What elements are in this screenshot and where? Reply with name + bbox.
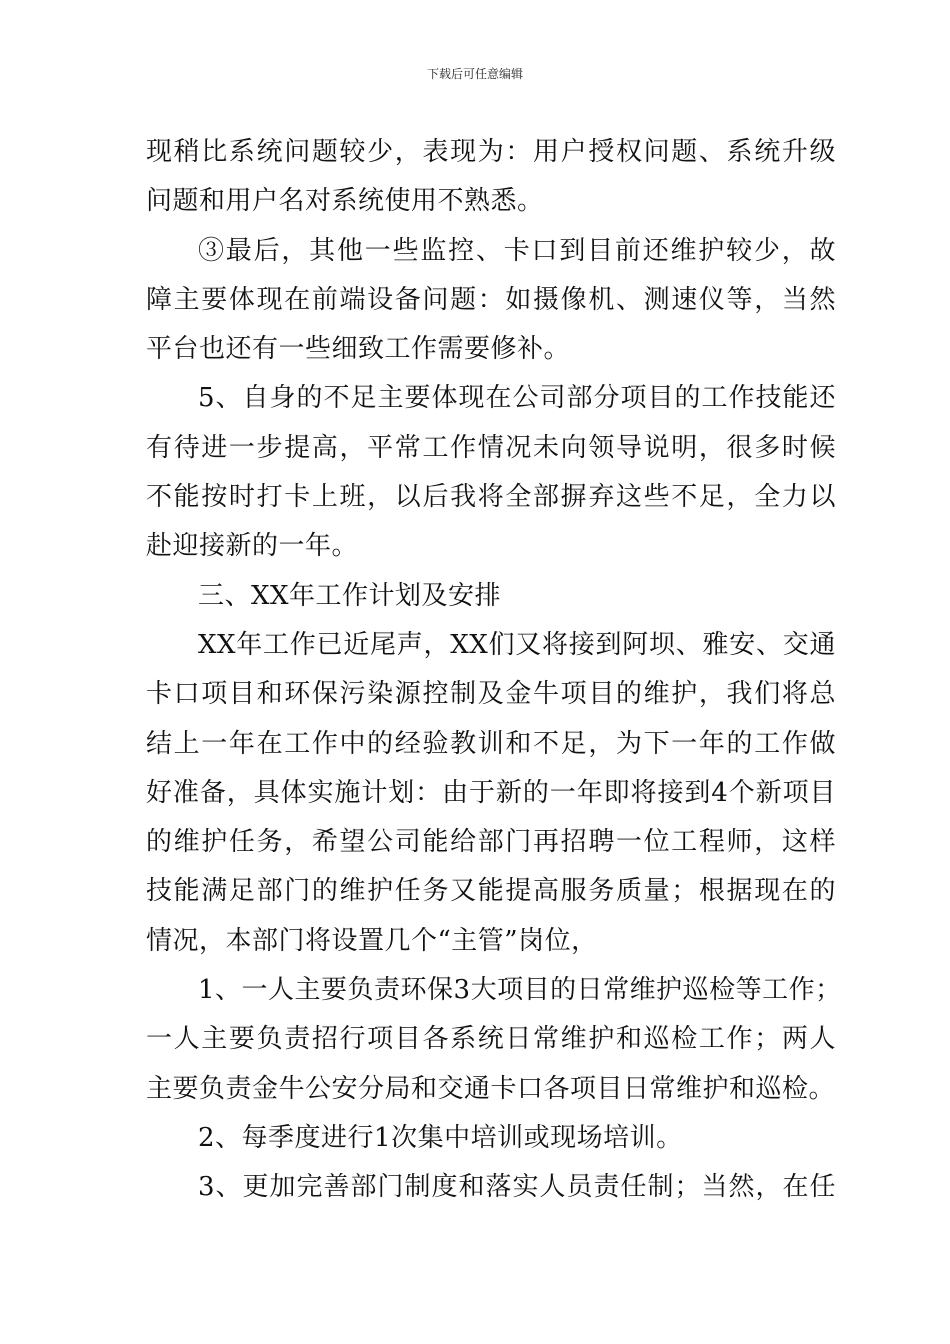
text-line: 卡口项目和环保污染源控制及金牛项目的维护，我们将总 xyxy=(146,679,836,710)
text-line: 3、更加完善部门制度和落实人员责任制；当然，在任 xyxy=(198,1172,836,1203)
page-header: 下载后可任意编辑 xyxy=(426,67,523,81)
text-line: 赴迎接新的一年。 xyxy=(146,531,359,562)
text-line: 有待进一步提高，平常工作情况未向领导说明，很多时候 xyxy=(146,432,836,463)
text-line: 不能按时打卡上班，以后我将全部摒弃这些不足，全力以 xyxy=(146,482,836,513)
text-line: 2、每季度进行1次集中培训或现场培训。 xyxy=(198,1122,683,1153)
text-line: 的维护任务，希望公司能给部门再招聘一位工程师，这样 xyxy=(146,827,836,858)
document-body xyxy=(146,128,842,1213)
text-line: 技能满足部门的维护任务又能提高服务质量；根据现在的 xyxy=(146,876,836,907)
text-line: XX年工作已近尾声，XX们又将接到阿坝、雅安、交通 xyxy=(198,629,836,660)
text-line: 问题和用户名对系统使用不熟悉。 xyxy=(146,186,544,217)
text-line: 主要负责金牛公安分局和交通卡口各项目日常维护和巡检。 xyxy=(146,1073,836,1104)
text-line: 好准备，具体实施计划：由于新的一年即将接到4个新项目 xyxy=(146,777,836,808)
text-line: 障主要体现在前端设备问题：如摄像机、测速仪等，当然 xyxy=(146,284,836,315)
section-heading: 三、XX年工作计划及安排 xyxy=(198,580,502,611)
text-line: 一人主要负责招行项目各系统日常维护和巡检工作；两人 xyxy=(146,1024,836,1055)
text-line: 结上一年在工作中的经验教训和不足，为下一年的工作做 xyxy=(146,728,836,759)
text-line: 情况，本部门将设置几个“主管”岗位， xyxy=(146,925,598,956)
text-line: 1、一人主要负责环保3大项目的日常维护巡检等工作； xyxy=(198,975,842,1006)
text-line: ③最后，其他一些监控、卡口到目前还维护较少，故 xyxy=(198,235,836,266)
text-line: 现稍比系统问题较少，表现为：用户授权问题、系统升级 xyxy=(146,137,836,167)
text-line: 5、自身的不足主要体现在公司部分项目的工作技能还 xyxy=(198,383,836,414)
text-line: 平台也还有一些细致工作需要修补。 xyxy=(146,334,571,365)
